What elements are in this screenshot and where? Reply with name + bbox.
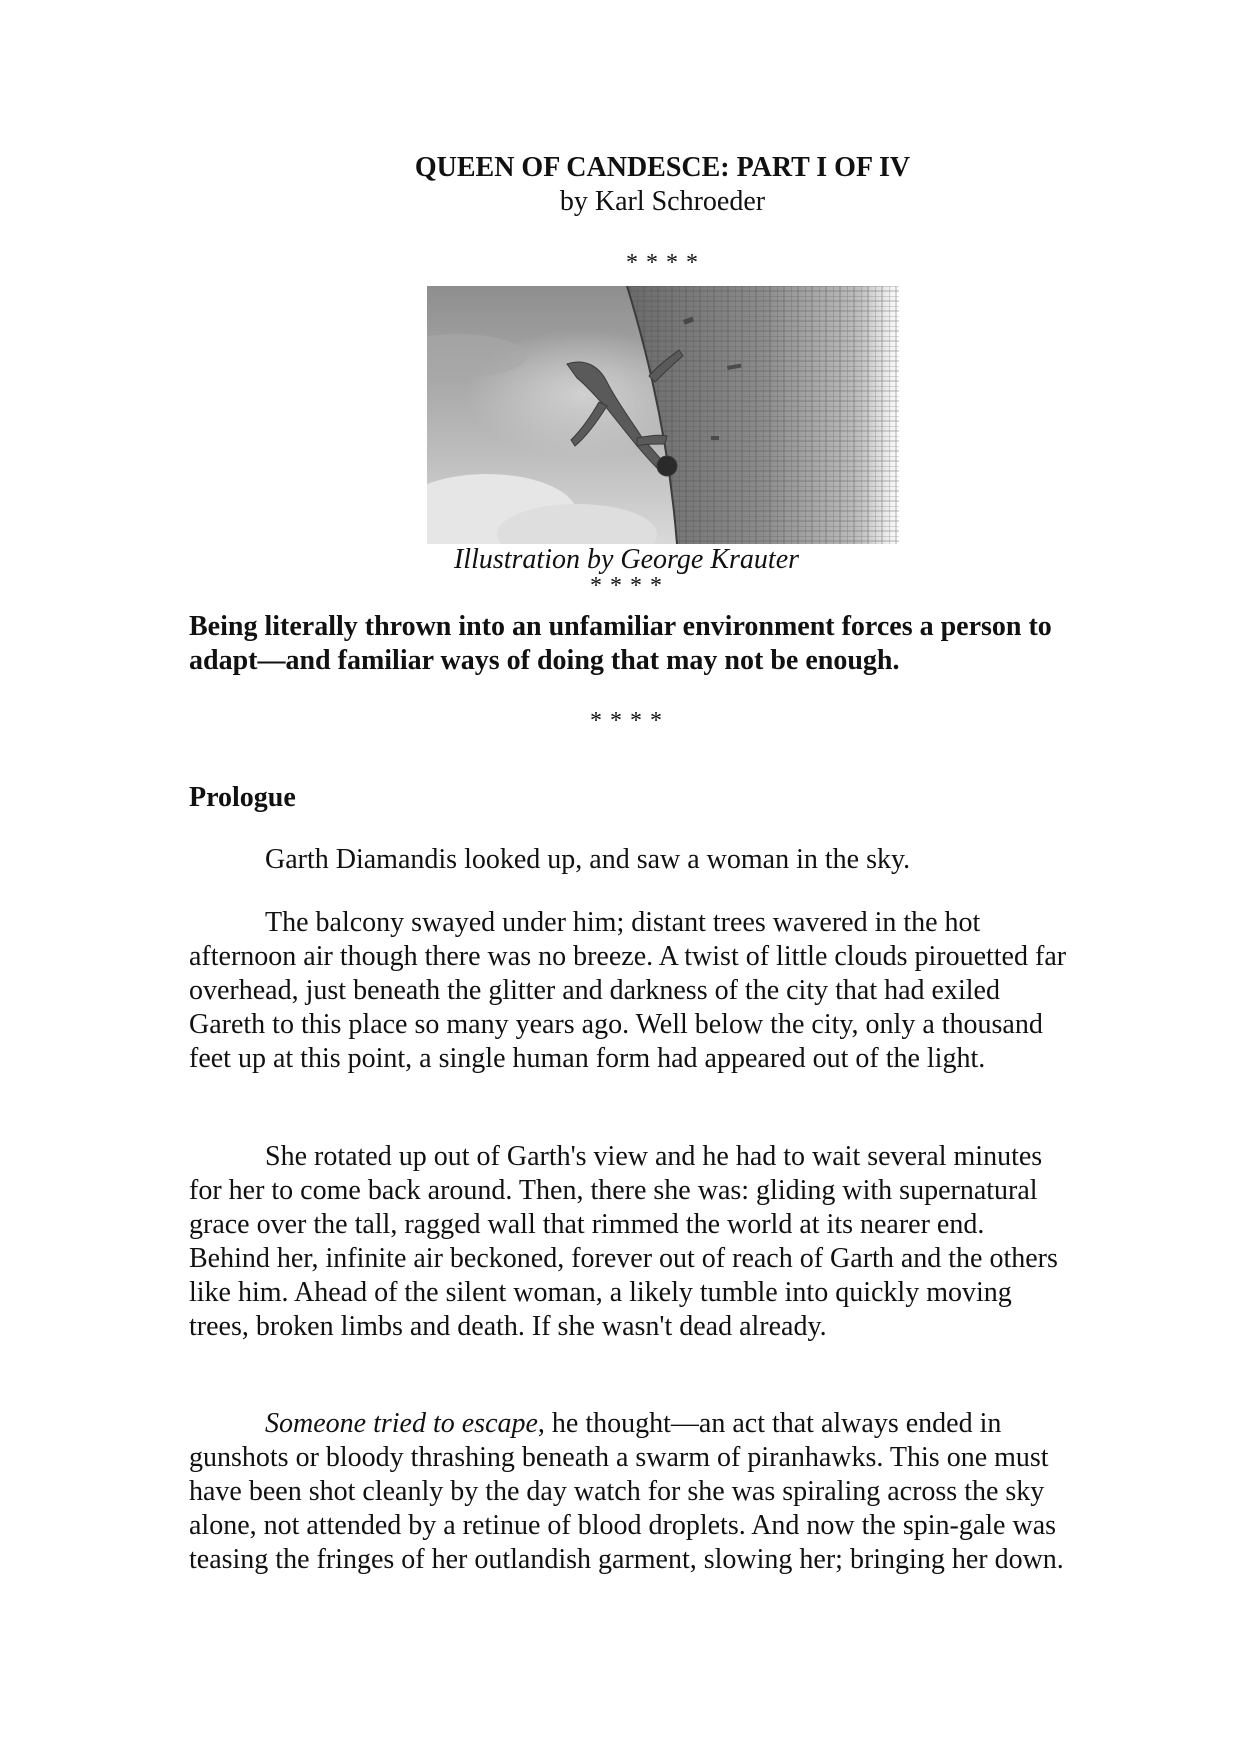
body-paragraph: She rotated up out of Garth's view and he had to wait several minutes for her to come back around. Then, there she was: gliding with supernatural grace over the tall, ragged wall that rimmed the world at its nearer end. Behind her, infinite air beckoned, forever out of reach of Garth and the others like him. Ahead of the silent woman, a likely tumble into quickly moving trees, broken limbs and death. If she wasn't dead already. [189,1141,1058,1342]
paragraph-text: , he thought—an act that always ended in gunshots or bloody thrashing beneath a swarm of piranhawks. This one must have been shot cleanly by the day watch for she was spiraling across the sky alone, not attended by a retinue of blood droplets. And now the spin-gale was teasing the fringes of her outlandish garment, slowing her; bringing her down. [189,1408,1064,1575]
section-separator: * * * * [590,573,663,599]
section-separator: * * * * [590,708,663,734]
body-paragraph [189,1407,1069,1577]
story-title: QUEEN OF CANDESCE: PART I OF IV [414,152,911,183]
author-byline: by Karl Schroeder [559,186,766,217]
section-separator: * * * * [626,250,699,276]
falling-woman-illustration [427,286,899,544]
body-paragraph: Garth Diamandis looked up, and saw a woman in the sky. [265,844,911,875]
italic-phrase: Someone tried to escape [265,1408,538,1439]
story-lede: Being literally thrown into an unfamiliar environment forces a person to adapt—and familiar ways of doing that may not be enough. [189,611,1052,676]
illustration-caption: Illustration by George Krauter [453,544,800,575]
section-heading: Prologue [189,782,296,813]
illustration-image [427,286,899,544]
body-paragraph: The balcony swayed under him; distant trees wavered in the hot afternoon air though there was no breeze. A twist of little clouds pirouetted far overhead, just beneath the glitter and darkness of the city that had exiled Gareth to this place so many years ago. Well below the city, only a thousand feet up at this point, a single human form had appeared out of the light. [189,907,1067,1074]
